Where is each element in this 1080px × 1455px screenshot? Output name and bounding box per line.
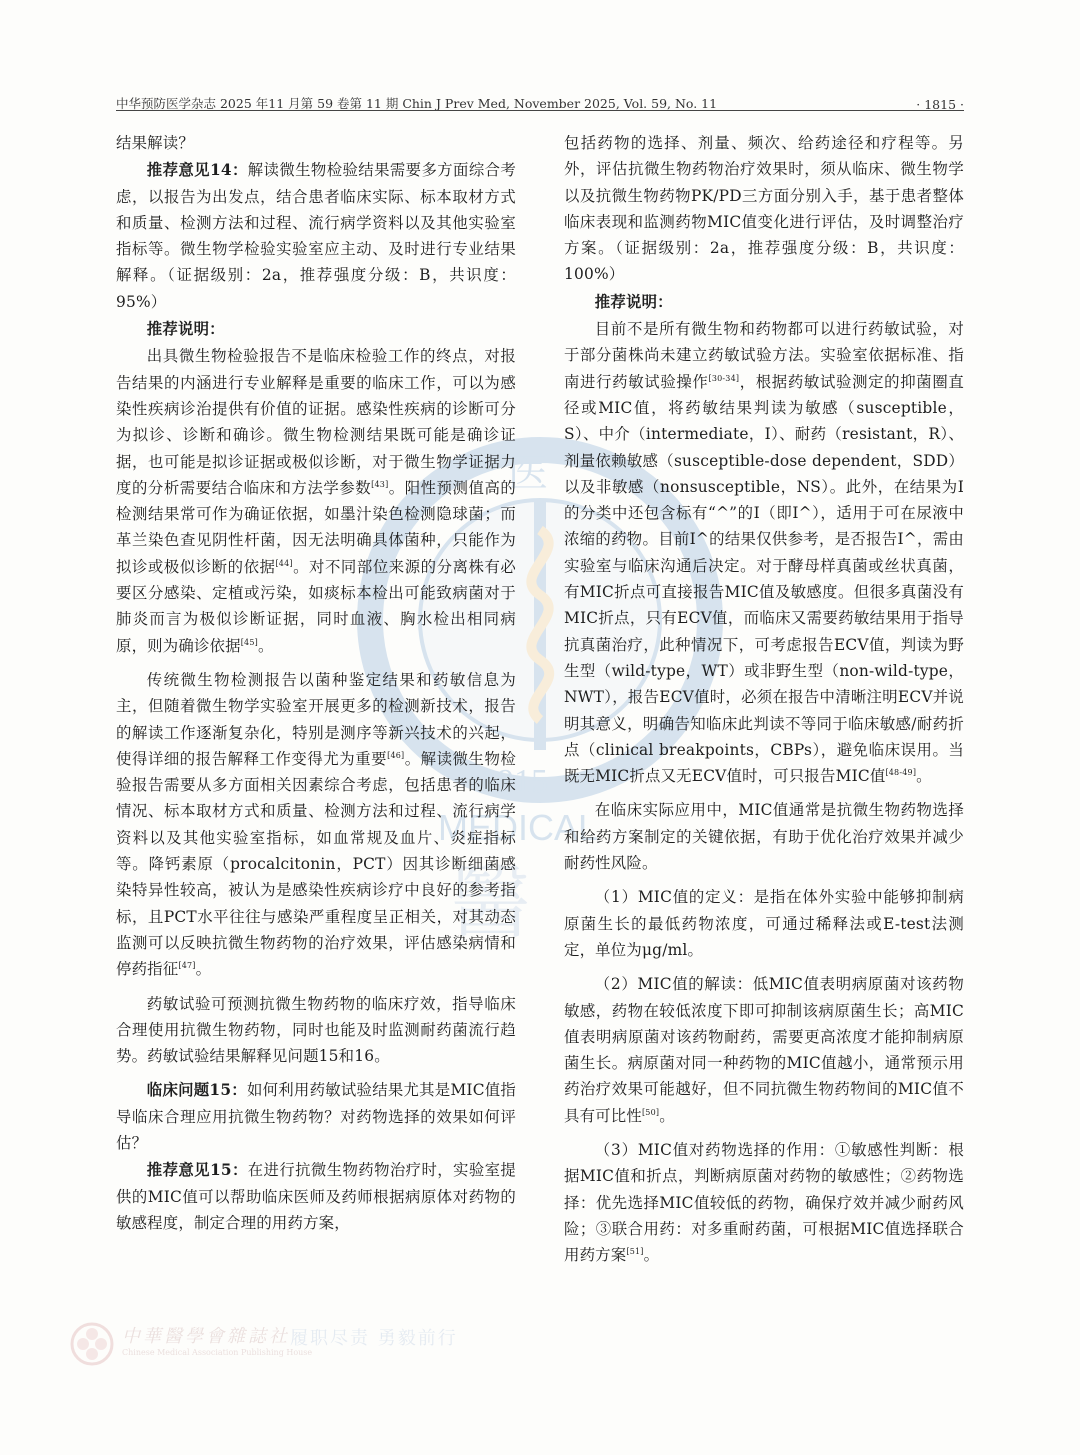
text-span: 。	[659, 1106, 675, 1125]
citation-ref[interactable]: [44]	[275, 558, 293, 568]
text-span: 。	[916, 767, 932, 786]
text-span: 目前不是所有微生物和药物都可以进行药敏试验，对于部分菌株尚未建立药敏试验方法。实验室依据标准、指南进行药敏试验操作	[564, 320, 964, 391]
citation-ref[interactable]: [50]	[641, 1107, 660, 1117]
publisher-footer-logo	[70, 1318, 490, 1378]
citation-ref[interactable]: [43]	[371, 479, 389, 489]
text-span: 在临床实际应用中，MIC值通常是抗微生物药物选择和给药方案制定的关键依据，有助于优化治疗效果并减少耐药性风险。	[564, 801, 964, 873]
paragraph	[564, 130, 964, 288]
recommendation-15	[116, 1157, 516, 1236]
recommendation-label: 推荐意见14：	[146, 161, 248, 180]
text-span: 出具微生物检验报告不是临床检验工作的终点，对报告结果的内涵进行专业解释是重要的临床工作，可以为感染性疾病诊治提供有价值的证据。感染性疾病的诊断可分为拟诊、诊断和确诊。微生物检测结果既可能是确诊证据，也可能是拟诊证据或极似诊断，对于微生物学证据力度的分析需要结合临床和方法学参数	[116, 347, 516, 497]
text-span: （3）MIC值对药物选择的作用：①敏感性判断：根据MIC值和折点，判断病原菌对药物的敏感性；②药物选择：优先选择MIC值较低的药物，确保疗效并减少耐药风险；③联合用药：对多重耐药菌，可根据MIC值选择联合用药方案	[564, 1140, 964, 1265]
paragraph	[564, 316, 964, 789]
text-span: 结果解读？	[116, 134, 194, 152]
flower-logo-icon	[70, 1322, 114, 1366]
question-label: 临床问题15：	[146, 1081, 247, 1100]
running-header	[116, 86, 964, 112]
text-span: 。解读微生物检验报告需要从多方面相关因素综合考虑，包括患者的临床情况、标本取材方式和质量、检测方法和过程、流行病学资料以及其他实验室指标，如血常规及血片、炎症指标等。降钙素原（procalcitonin，PCT）因其诊断细菌感染特异性较高，被认为是感染性疾病诊疗中良好的参考指标，且PCT水平往往与感染严重程度呈正相关，对其动态监测可以反映抗微生物药物的治疗效果，评估感染病情和停药指征	[116, 749, 516, 979]
paragraph	[564, 971, 964, 1129]
publisher-name-cn: 中華醫學會雜誌社	[122, 1326, 290, 1347]
text-span: 在进行抗微生物药物治疗时，实验室提供的MIC值可以帮助临床医师及药师根据病原体对药物的敏感程度，制定合理的用药方案，	[116, 1161, 516, 1232]
text-span: 。阳性预测值高的检测结果常可作为确证依据，如墨汁染色检测隐球菌；而革兰染色查见阴性杆菌，因无法明确具体菌种，只能作为拟诊或极似诊断的依据	[116, 478, 516, 576]
paragraph	[116, 667, 516, 983]
section-label	[116, 316, 516, 342]
citation-ref[interactable]: [48-49]	[885, 768, 917, 777]
publisher-slogan: 履职尽责 勇毅前行	[290, 1328, 458, 1349]
paragraph	[564, 1137, 964, 1268]
explanation-label: 推荐说明：	[594, 292, 673, 311]
citation-ref[interactable]: [45]	[240, 637, 258, 647]
clinical-question-15	[116, 1077, 516, 1156]
publisher-name-en: Chinese Medical Association Publishing House	[122, 1348, 313, 1357]
header-rule	[116, 110, 964, 111]
text-span: 。	[257, 636, 274, 655]
citation-ref[interactable]: [47]	[178, 961, 196, 971]
text-span: （2）MIC值的解读：低MIC值表明病原菌对该药物敏感，药物在较低浓度下即可抑制该病原菌生长；高MIC值表明病原菌对该药物耐药，需要更高浓度才能抑制病原菌生长。病原菌对同一种药物的MIC值越小，通常预示用药治疗效果可能越好，但不同抗微生物药物间的MIC值不具有可比性	[564, 975, 964, 1125]
paragraph	[116, 343, 516, 659]
explanation-label: 推荐说明：	[146, 320, 225, 339]
text-span: ，根据药敏试验测定的抑菌圈直径或MIC值，将药敏结果判读为敏感（susceptible，S）、中介（intermediate，I）、耐药（resistant，R）、剂量依赖敏感（susceptible-dose dependent，SDD）以及非敏感（nonsusceptible，NS）。此外，在结果为I的分类中还包含标有“^”的I（即I^），适用于可在尿液中浓缩的药物。目前I^的结果仅供参考，是否报告I^，需由实验室与临床沟通后决定。对于酵母样真菌或丝状真菌，有MIC折点可直接报告MIC值及敏感度。但很多真菌没有MIC折点，只有ECV值，而临床又需要药敏结果用于指导抗真菌治疗，此种情况下，可考虑报告ECV值，判读为野生型（wild-type，WT）或非野生型（non-wild-type，NWT），报告ECV值时，必须在报告中清晰注明ECV并说明其意义，明确告知临床此判读不等同于临床敏感/耐药折点（clinical breakpoints，CBPs），避免临床误用。当既无MIC折点又无ECV值时，可只报告MIC值	[564, 372, 964, 786]
paragraph	[116, 130, 516, 156]
left-column	[116, 130, 516, 1237]
watermark-en: MEDICAL	[438, 807, 599, 848]
text-span: （1）MIC值的定义：是指在体外实验中能够抑制病原菌生长的最低药物浓度，可通过稀释法或E-test法测定，单位为μg/ml。	[564, 888, 964, 959]
paragraph	[116, 991, 516, 1070]
text-span: 传统微生物检测报告以菌种鉴定结果和药敏信息为主，但随着微生物学实验室开展更多的检测新技术，报告的解读工作逐渐复杂化，特别是测序等新兴技术的兴起，使得详细的报告解释工作变得尤为重要	[116, 670, 516, 768]
watermark-char-top: 医	[508, 450, 548, 496]
recommendation-label: 推荐意见15：	[146, 1161, 248, 1180]
journal-citation: 中华预防医学杂志 2025 年11 月第 59 卷第 11 期 Chin J Prev Med, November 2025, Vol. 59, No. 11	[116, 96, 718, 111]
text-span: 。	[195, 960, 212, 979]
text-span: 。对不同部位来源的分离株有必要区分感染、定植或污染，如痰标本检出可能致病菌对于肺炎而言为极似诊断证据，同时血液、胸水检出相同病原，则为确诊依据	[116, 557, 516, 655]
text-span: 如何利用药敏试验结果尤其是MIC值指导临床合理应用抗微生物药物？对药物选择的效果如何评估？	[116, 1081, 516, 1152]
text-span: 解读微生物检验结果需要多方面综合考虑，以报告为出发点，结合患者临床实际、标本取材方式和质量、检测方法和过程、流行病学资料以及其他实验室指标等。微生物学检验实验室应主动、及时进行专业结果解释。（证据级别：2a，推荐强度分级：B，共识度：95%）	[116, 161, 516, 311]
citation-ref[interactable]: [30-34]	[708, 373, 740, 383]
watermark-seal: 醫	[450, 856, 530, 949]
recommendation-14	[116, 157, 516, 315]
right-column	[564, 130, 964, 1269]
citation-ref[interactable]: [51]	[626, 1247, 644, 1257]
text-span: 包括药物的选择、剂量、频次、给药途径和疗程等。另外，评估抗微生物药物治疗效果时，须从临床、微生物学以及抗微生物药物PK/PD三方面分别入手，基于患者整体临床表现和监测药物MIC值变化进行评估，及时调整治疗方案。（证据级别：2a，推荐强度分级：B，共识度：100%）	[564, 134, 964, 284]
paragraph	[564, 797, 964, 876]
watermark-year: 1915	[480, 763, 548, 800]
text-span: 药敏试验可预测抗微生物药物的临床疗效，指导临床合理使用抗微生物药物，同时也能及时监测耐药菌流行趋势。药敏试验结果解释见问题15和16。	[116, 994, 516, 1066]
citation-ref[interactable]: [46]	[387, 750, 405, 760]
paragraph	[564, 884, 964, 963]
section-label	[564, 289, 964, 315]
page-number: · 1815 ·	[916, 97, 964, 112]
text-span: 。	[643, 1246, 660, 1265]
